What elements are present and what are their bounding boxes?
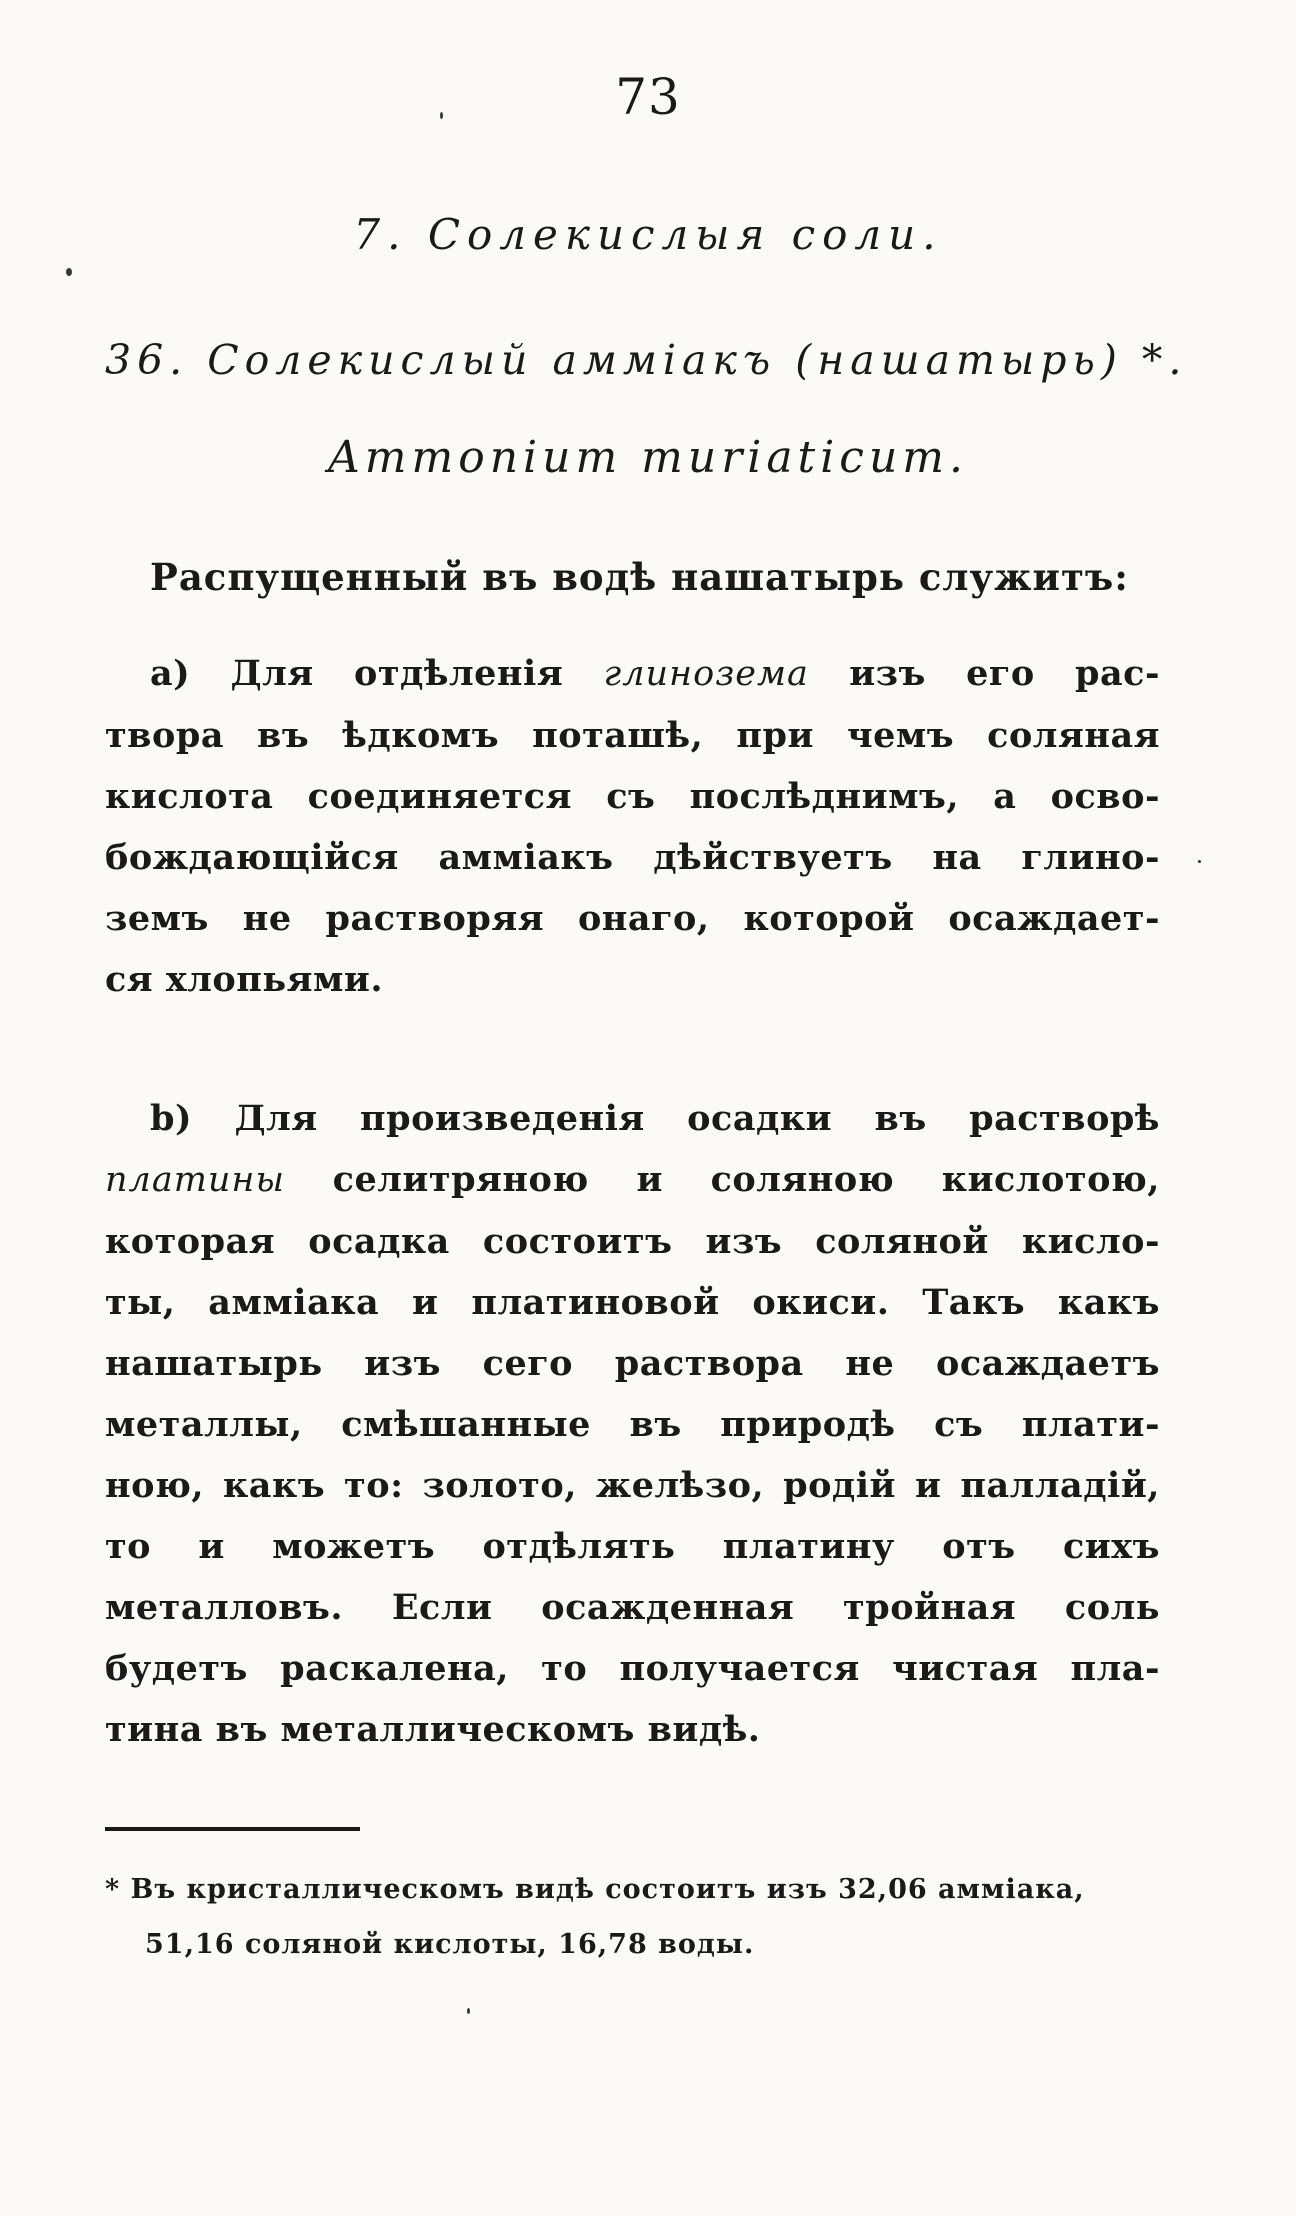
text-line: тина въ металлическомъ видѣ.	[105, 1709, 761, 1750]
text-line: ты, аммiака и платиновой окиси. Такъ какъ	[105, 1282, 1160, 1323]
text-line: земъ не растворяя онаго, которой осаждает-	[105, 898, 1160, 939]
footnote	[105, 1862, 1170, 1972]
text-line: твора въ ѣдкомъ поташѣ, при чемъ соляная	[105, 715, 1160, 756]
paragraph-a	[105, 643, 1160, 1010]
footnote-line: 51,16 соляной кислоты, 16,78 воды.	[145, 1929, 755, 1960]
text-segment: a) Для отдѣленiя	[150, 653, 564, 694]
paper-speck	[66, 268, 72, 276]
footnote-line: * Въ кристаллическомъ видѣ состоитъ изъ 32,06 аммiака,	[105, 1874, 1085, 1905]
footnote-rule	[105, 1827, 360, 1831]
paragraph-b	[105, 1088, 1160, 1760]
text-line: которая осадка состоитъ изъ соляной кисло-	[105, 1221, 1160, 1262]
latin-name: Ammonium muriaticum.	[327, 432, 968, 483]
intro-sentence: Распущенный въ водѣ нашатырь служитъ:	[150, 555, 1129, 599]
text-line	[105, 1149, 1160, 1211]
text-line: то и можетъ отдѣлять платину отъ сихъ	[105, 1526, 1160, 1567]
text-segment: изъ его рас-	[849, 653, 1161, 694]
text-line: b) Для произведенiя осадки въ растворѣ	[150, 1098, 1160, 1139]
article-title: 36. Солекислый аммiакъ (нашатырь) *.	[105, 336, 1188, 384]
page-number: 73	[615, 68, 681, 126]
text-line: будетъ раскалена, то получается чистая пла-	[105, 1648, 1160, 1689]
paper-speck	[467, 2008, 470, 2014]
paper-speck	[1198, 860, 1201, 863]
text-line: кислота соединяется съ послѣднимъ, а осво-	[105, 776, 1160, 817]
text-line: ною, какъ то: золото, желѣзо, родiй и палладiй,	[105, 1465, 1160, 1506]
section-title: 7. Солекислыя соли.	[353, 210, 943, 259]
paper-speck	[440, 112, 443, 119]
emphasis-term: платины	[105, 1160, 285, 1200]
text-line: нашатырь изъ сего раствора не осаждаетъ	[105, 1343, 1160, 1384]
text-line: металлы, смѣшанные въ природѣ съ плати-	[105, 1404, 1160, 1445]
text-line	[105, 643, 1160, 705]
text-segment: селитряною и соляною кислотою,	[332, 1159, 1160, 1200]
text-line: бождающiйся аммiакъ дѣйствуетъ на глино-	[105, 837, 1160, 878]
text-line: ся хлопьями.	[105, 959, 384, 1000]
emphasis-term: глинозема	[603, 654, 809, 694]
text-line: металловъ. Если осажденная тройная соль	[105, 1587, 1160, 1628]
